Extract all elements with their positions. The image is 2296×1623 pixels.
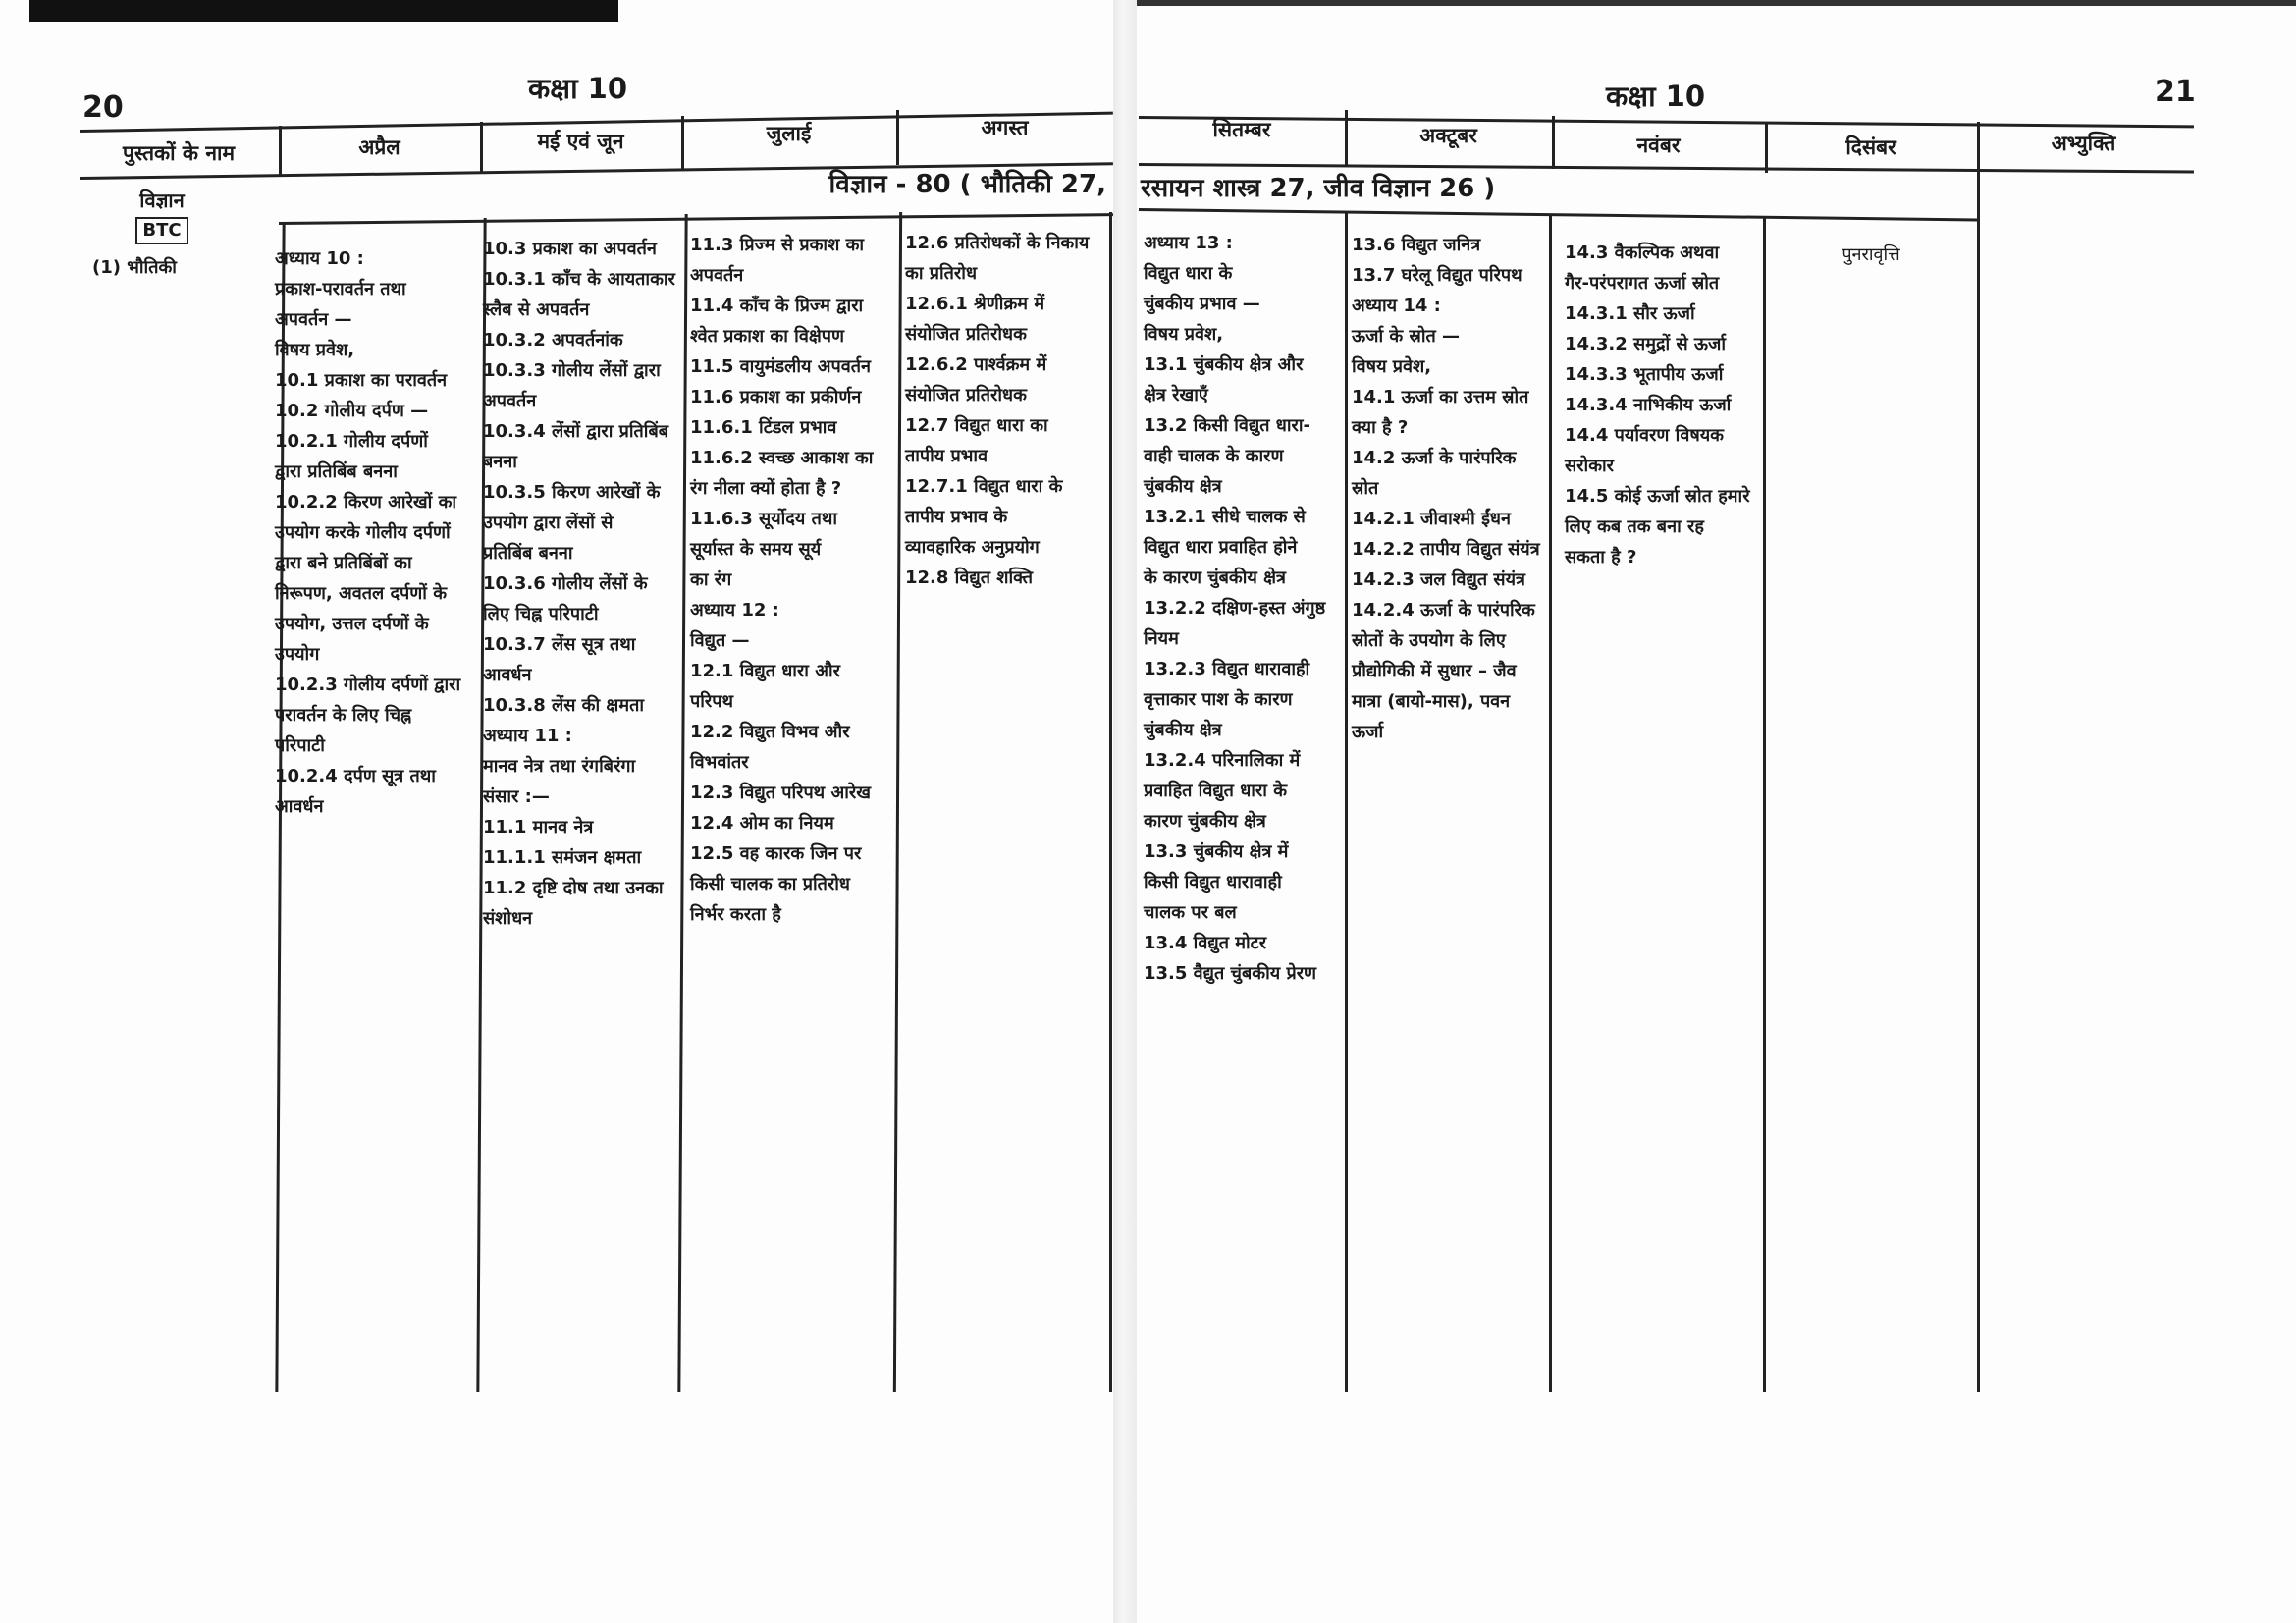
topic-line: 11.5 वायुमंडलीय अपवर्तन [690, 356, 871, 377]
topic-line: अध्याय 14 : [1352, 296, 1441, 316]
topic-line: संसार :— [483, 786, 550, 807]
cell-august [905, 228, 1089, 593]
topic-line: 12.6.1 श्रेणीक्रम में [905, 294, 1045, 314]
table-rule [1139, 208, 1978, 221]
topic-line: 10.2.2 किरण आरेखों का [275, 492, 457, 513]
topic-line: सरोकार [1565, 456, 1615, 476]
topic-line: मानव नेत्र तथा रंगबिरंगा [483, 756, 636, 777]
header-august: अगस्त [981, 116, 1029, 139]
topic-line: 12.8 विद्युत शक्ति [905, 568, 1034, 588]
topic-line: 14.2.3 जल विद्युत संयंत्र [1352, 569, 1525, 590]
topic-line: स्रोतों के उपयोग के लिए [1352, 630, 1506, 651]
topic-line: 12.6 प्रतिरोधकों के निकाय [905, 233, 1090, 253]
topic-line: विषय प्रवेश, [1352, 356, 1432, 377]
topic-line: 13.5 वैद्युत चुंबकीय प्रेरण [1144, 963, 1317, 984]
page-title-left: कक्षा 10 [528, 72, 628, 105]
topic-line: तापीय प्रभाव [905, 446, 988, 466]
topic-line: का प्रतिरोध [905, 263, 978, 284]
cell-november [1565, 238, 1750, 572]
topic-line: अध्याय 13 : [1144, 233, 1233, 253]
cell-december [1765, 240, 1977, 270]
topic-line: 10.3 प्रकाश का अपवर्तन [483, 239, 657, 259]
topic-line: 14.3.2 समुद्रों से ऊर्जा [1565, 334, 1727, 354]
topic-line: चुंबकीय क्षेत्र [1144, 476, 1222, 497]
topic-line: 12.1 विद्युत धारा और [690, 661, 841, 681]
page-number-left: 20 [82, 90, 124, 125]
column-divider [1763, 218, 1766, 1392]
topic-line: 10.1 प्रकाश का परावर्तन [275, 370, 448, 391]
subject-banner-left: विज्ञान - 80 ( भौतिकी 27, [828, 170, 1106, 199]
topic-line: 13.4 विद्युत मोटर [1144, 933, 1267, 953]
btc-badge: BTC [135, 217, 187, 244]
topic-line: विद्युत — [690, 630, 750, 651]
topic-line: वृत्ताकार पाश के कारण [1144, 689, 1293, 710]
topic-line: आवर्धन [275, 796, 324, 817]
page-number-right: 21 [2155, 75, 2196, 109]
topic-line: 13.2 किसी विद्युत धारा- [1144, 415, 1311, 436]
topic-line: स्रोत [1352, 478, 1379, 499]
topic-line: 10.2 गोलीय दर्पण — [275, 401, 429, 421]
topic-line: कारण चुंबकीय क्षेत्र [1144, 811, 1266, 832]
topic-line: अध्याय 12 : [690, 600, 779, 621]
topic-line: परिपाटी [275, 735, 325, 756]
topic-line: 11.3 प्रिज्म से प्रकाश का [690, 235, 865, 255]
topic-line: 14.2.4 ऊर्जा के पारंपरिक [1352, 600, 1535, 621]
topic-line: 10.3.4 लेंसों द्वारा प्रतिबिंब [483, 421, 669, 442]
topic-line: क्षेत्र रेखाएँ [1144, 385, 1208, 406]
topic-line: विभवांतर [690, 752, 749, 773]
topic-line: 10.3.8 लेंस की क्षमता [483, 695, 645, 716]
topic-line: चुंबकीय प्रभाव — [1144, 294, 1260, 314]
topic-line: 12.6.2 पार्श्वक्रम में [905, 354, 1047, 375]
subject-cell [88, 187, 236, 248]
topic-line: मात्रा (बायो-मास), पवन [1352, 691, 1511, 712]
book-gutter [1113, 0, 1137, 1623]
topic-line: 14.2.1 जीवाश्मी ईंधन [1352, 509, 1511, 529]
topic-line: 11.6.3 सूर्योदय तथा [690, 509, 837, 529]
topic-line: 10.3.2 अपवर्तनांक [483, 330, 623, 351]
topic-line: प्रौद्योगिकी में सुधार – जैव [1352, 661, 1517, 681]
topic-line: प्रवाहित विद्युत धारा के [1144, 781, 1288, 801]
topic-line: विद्युत धारा के [1144, 263, 1233, 284]
topic-line: 11.4 काँच के प्रिज्म द्वारा [690, 296, 864, 316]
topic-line: उपयोग द्वारा लेंसों से [483, 513, 614, 533]
topic-line: सकता है ? [1565, 547, 1637, 568]
topic-line: 14.2 ऊर्जा के पारंपरिक [1352, 448, 1517, 468]
topic-line: 10.2.4 दर्पण सूत्र तथा [275, 766, 436, 786]
topic-line: पुनरावृत्ति [1842, 244, 1900, 265]
header-september: सितम्बर [1212, 118, 1271, 141]
header-remarks: अभ्युक्ति [2051, 132, 2116, 155]
topic-line: चालक पर बल [1144, 902, 1237, 923]
cell-april [275, 243, 460, 822]
topic-line: 14.3.3 भूतापीय ऊर्जा [1565, 364, 1724, 385]
topic-line: द्वारा बने प्रतिबिंबों का [275, 553, 412, 573]
topic-line: अपवर्तन — [275, 309, 352, 330]
topic-line: 12.5 वह कारक जिन पर [690, 843, 862, 864]
topic-line: 11.1.1 समंजन क्षमता [483, 847, 642, 868]
topic-line: द्वारा प्रतिबिंब बनना [275, 461, 398, 482]
topic-line: बनना [483, 452, 517, 472]
topic-line: का रंग [690, 569, 732, 590]
topic-line: संयोजित प्रतिरोधक [905, 385, 1027, 406]
topic-line: 12.4 ओम का नियम [690, 813, 834, 834]
topic-line: उपयोग करके गोलीय दर्पणों [275, 522, 451, 543]
topic-line: परिपथ [690, 691, 733, 712]
topic-line: विषय प्रवेश, [275, 340, 355, 360]
topic-line: अध्याय 11 : [483, 726, 572, 746]
topic-line: निरूपण, अवतल दर्पणों के [275, 583, 448, 604]
topic-line: 13.3 चुंबकीय क्षेत्र में [1144, 841, 1289, 862]
topic-line: 14.2.2 तापीय विद्युत संयंत्र [1352, 539, 1540, 560]
topic-line: 14.4 पर्यावरण विषयक [1565, 425, 1724, 446]
topic-line: उपयोग [275, 644, 320, 665]
topic-line: 10.3.3 गोलीय लेंसों द्वारा [483, 360, 661, 381]
topic-line: आवर्धन [483, 665, 532, 685]
topic-line: रंग नीला क्यों होता है ? [690, 478, 842, 499]
column-divider [893, 212, 902, 1392]
header-book-names: पुस्तकों के नाम [122, 141, 236, 165]
topic-line: गैर-परंपरागत ऊर्जा स्रोत [1565, 273, 1720, 294]
topic-line: अपवर्तन [483, 391, 537, 411]
column-divider [1345, 212, 1348, 1392]
column-divider [1109, 212, 1112, 1392]
topic-line: 14.3 वैकल्पिक अथवा [1565, 243, 1720, 263]
topic-line: 11.2 दृष्टि दोष तथा उनका [483, 878, 664, 898]
subject-name: विज्ञान [139, 189, 185, 212]
topic-line: श्वेत प्रकाश का विक्षेपण [690, 326, 844, 347]
topic-line: 12.2 विद्युत विभव और [690, 722, 850, 742]
topic-line: विद्युत धारा प्रवाहित होने [1144, 537, 1298, 558]
header-may-june: मई एवं जून [537, 130, 624, 153]
topic-line: प्रकाश-परावर्तन तथा [275, 279, 406, 299]
cell-may-june [483, 234, 675, 934]
topic-line: निर्भर करता है [690, 904, 781, 925]
topic-line: 12.7.1 विद्युत धारा के [905, 476, 1063, 497]
topic-line: सूर्यास्त के समय सूर्य [690, 539, 822, 560]
topic-line: 13.2.2 दक्षिण-हस्त अंगुष्ठ [1144, 598, 1326, 619]
topic-line: किसी चालक का प्रतिरोध [690, 874, 850, 894]
column-divider [677, 214, 687, 1392]
topic-line: 11.6 प्रकाश का प्रकीर्णन [690, 387, 862, 407]
topic-line: 11.6.1 टिंडल प्रभाव [690, 417, 837, 438]
topic-line: किसी विद्युत धारावाही [1144, 872, 1282, 893]
topic-line: ऊर्जा [1352, 722, 1384, 742]
header-april: अप्रैल [358, 135, 400, 159]
topic-line: 10.3.1 काँच के आयताकार [483, 269, 675, 290]
column-divider [1977, 122, 1980, 1392]
topic-line: नियम [1144, 628, 1179, 649]
topic-line: प्रतिबिंब बनना [483, 543, 573, 564]
topic-line: के कारण चुंबकीय क्षेत्र [1144, 568, 1286, 588]
topic-line: 13.2.1 सीधे चालक से [1144, 507, 1306, 527]
topic-line: लिए चिह्न परिपाटी [483, 604, 599, 624]
topic-line: तापीय प्रभाव के [905, 507, 1008, 527]
cell-october [1352, 230, 1540, 747]
topic-line: संयोजित प्रतिरोधक [905, 324, 1027, 345]
topic-line: व्यावहारिक अनुप्रयोग [905, 537, 1040, 558]
topic-line: 10.3.6 गोलीय लेंसों के [483, 573, 648, 594]
table-rule [279, 213, 1113, 225]
topic-line: अध्याय 10 : [275, 248, 364, 269]
scan-edge-bar [1129, 0, 2296, 6]
subject-banner-right: रसायन शास्त्र 27, जीव विज्ञान 26 ) [1141, 174, 1496, 203]
topic-line: विषय प्रवेश, [1144, 324, 1224, 345]
topic-line: 14.1 ऊर्जा का उत्तम स्रोत [1352, 387, 1529, 407]
topic-line: 10.2.3 गोलीय दर्पणों द्वारा [275, 675, 461, 695]
header-july: जुलाई [766, 122, 812, 145]
topic-line: ऊर्जा के स्रोत — [1352, 326, 1461, 347]
scan-edge-bar [29, 0, 618, 22]
cell-july [690, 230, 873, 930]
topic-line: 13.2.3 विद्युत धारावाही [1144, 659, 1310, 679]
topic-line: 13.1 चुंबकीय क्षेत्र और [1144, 354, 1304, 375]
header-december: दिसंबर [1845, 135, 1896, 159]
topic-line: क्या है ? [1352, 417, 1409, 438]
header-october: अक्टूबर [1419, 124, 1477, 147]
cell-september [1144, 228, 1325, 989]
topic-line: लिए कब तक बना रह [1565, 516, 1704, 537]
subject-part: (1) भौतिकी [92, 257, 177, 278]
topic-line: 10.3.7 लेंस सूत्र तथा [483, 634, 636, 655]
topic-line: 14.3.1 सौर ऊर्जा [1565, 303, 1695, 324]
topic-line: परावर्तन के लिए चिह्न [275, 705, 412, 726]
topic-line: 13.2.4 परिनालिका में [1144, 750, 1301, 771]
topic-line: 12.7 विद्युत धारा का [905, 415, 1048, 436]
topic-line: उपयोग, उत्तल दर्पणों के [275, 614, 429, 634]
topic-line: 14.5 कोई ऊर्जा स्रोत हमारे [1565, 486, 1750, 507]
page-title-right: कक्षा 10 [1606, 80, 1706, 113]
column-divider [1549, 216, 1552, 1392]
topic-line: चुंबकीय क्षेत्र [1144, 720, 1222, 740]
topic-line: अपवर्तन [690, 265, 744, 286]
topic-line: 14.3.4 नाभिकीय ऊर्जा [1565, 395, 1732, 415]
topic-line: 11.1 मानव नेत्र [483, 817, 594, 838]
header-november: नवंबर [1636, 134, 1681, 157]
topic-line: 13.6 विद्युत जनित्र [1352, 235, 1481, 255]
topic-line: 10.2.1 गोलीय दर्पणों [275, 431, 428, 452]
topic-line: 11.6.2 स्वच्छ आकाश का [690, 448, 874, 468]
topic-line: स्लैब से अपवर्तन [483, 299, 590, 320]
topic-line: 10.3.5 किरण आरेखों के [483, 482, 661, 503]
topic-line: संशोधन [483, 908, 533, 929]
topic-line: वाही चालक के कारण [1144, 446, 1284, 466]
topic-line: 12.3 विद्युत परिपथ आरेख [690, 783, 871, 803]
topic-line: 13.7 घरेलू विद्युत परिपथ [1352, 265, 1522, 286]
